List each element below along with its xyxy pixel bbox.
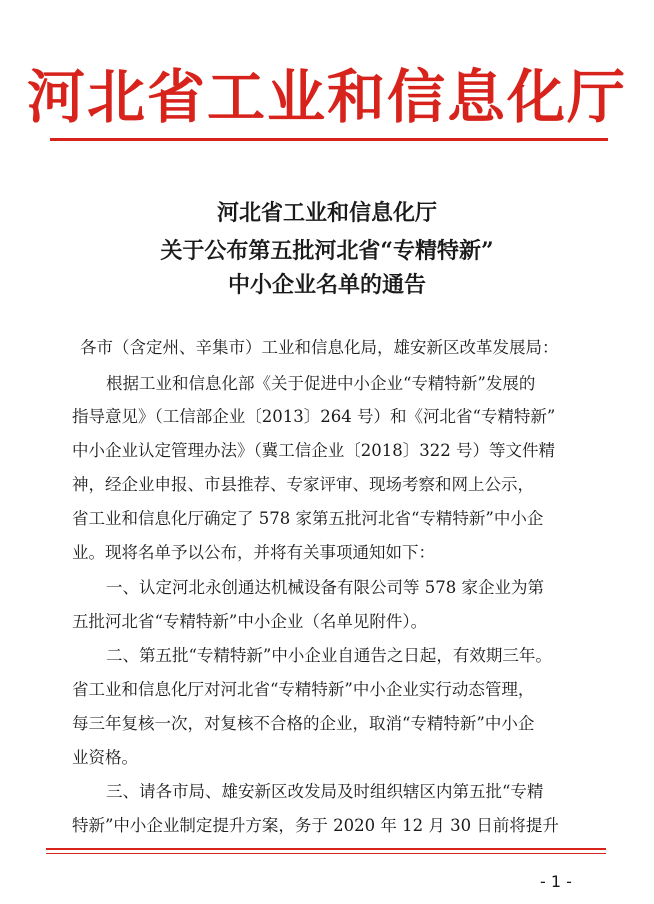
- body-line-3: 中小企业认定管理办法》（冀工信企业〔2018〕322 号）等文件精: [72, 441, 555, 460]
- footer-divider-thin: [46, 853, 606, 854]
- body-line-11: 每三年复核一次，对复核不合格的企业，取消“专精特新”中小企: [72, 714, 535, 733]
- body-line-14: 特新”中小企业制定提升方案，务于 2020 年 12 月 30 日前将提升: [72, 816, 559, 835]
- body-line-13: 三、请各市局、雄安新区改发局及时组织辖区内第五批“专精: [106, 782, 544, 801]
- body-line-6: 业。现将名单予以公布，并将有关事项通知如下：: [72, 543, 435, 562]
- page-number: - 1 -: [540, 872, 572, 891]
- body-line-2: 指导意见》（工信部企业〔2013〕264 号）和《河北省“专精特新”: [72, 407, 556, 426]
- salutation: 各市（含定州、辛集市）工业和信息化局，雄安新区改革发展局：: [80, 338, 559, 357]
- body-line-10: 省工业和信息化厅对河北省“专精特新”中小企业实行动态管理，: [72, 680, 535, 699]
- body-line-12: 业资格。: [72, 748, 138, 767]
- notice-title-line-3: 中小企业名单的通告: [227, 272, 426, 298]
- body-line-9: 二、第五批“专精特新”中小企业自通告之日起，有效期三年。: [106, 646, 552, 665]
- notice-title-line-1: 河北省工业和信息化厅: [216, 200, 437, 226]
- body-line-8: 五批河北省“专精特新”中小企业（名单见附件）。: [72, 612, 428, 631]
- letterhead-title: 河北省工业和信息化厅: [26, 63, 627, 131]
- body-line-1: 根据工业和信息化部《关于促进中小企业“专精特新”发展的: [106, 374, 536, 393]
- body-line-4: 神，经企业申报、市县推荐、专家评审、现场考察和网上公示，: [72, 475, 534, 494]
- footer-divider: [46, 848, 606, 850]
- notice-title-line-2: 关于公布第五批河北省“专精特新”: [160, 238, 494, 264]
- body-line-7: 一、认定河北永创通达机械设备有限公司等 578 家企业为第: [106, 578, 544, 597]
- letterhead-divider: [50, 138, 608, 141]
- body-line-5: 省工业和信息化厅确定了 578 家第五批河北省“专精特新”中小企: [72, 509, 544, 528]
